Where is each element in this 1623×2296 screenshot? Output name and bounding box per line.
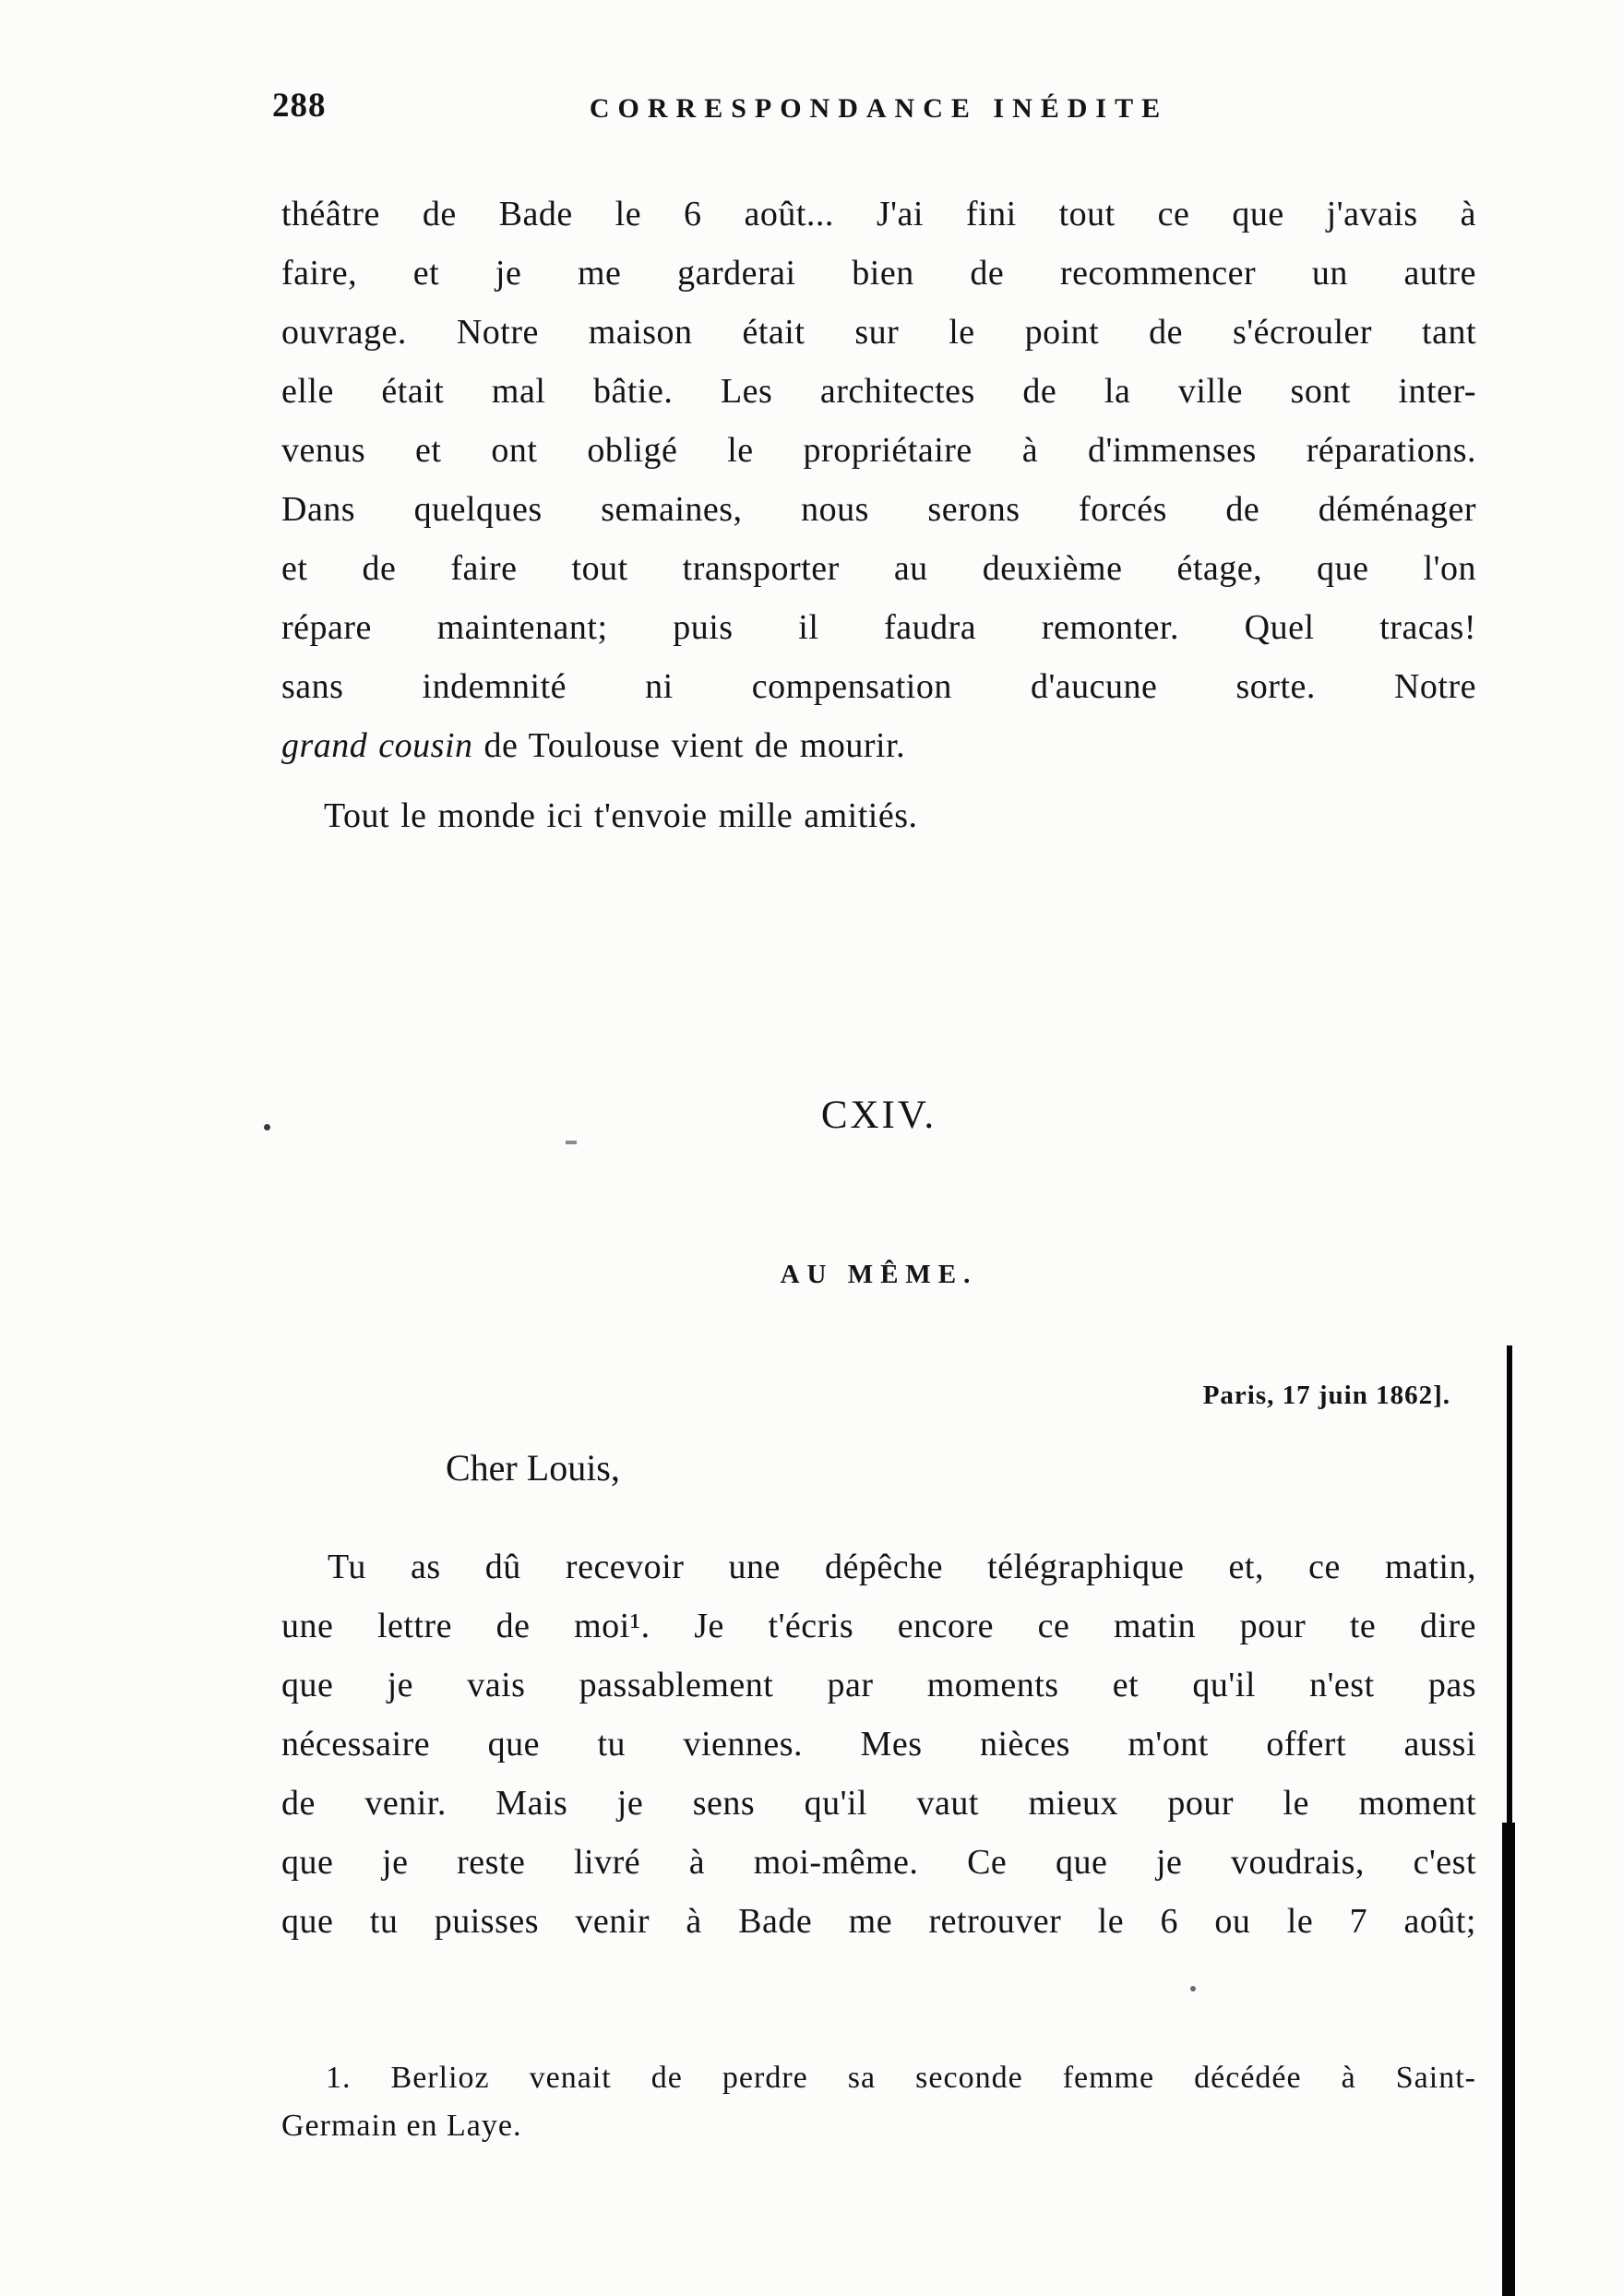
section-heading: CXIV. bbox=[820, 1094, 937, 1137]
text-line: théâtre de Bade le 6 août... J'ai fini tout ce que j'avais à bbox=[281, 195, 1476, 233]
text-line: une lettre de moi¹. Je t'écris encore ce matin pour te dire bbox=[281, 1607, 1476, 1645]
addressee-heading: AU MÊME. bbox=[780, 1260, 978, 1289]
scan-artifact-dash bbox=[566, 1141, 577, 1144]
page-content bbox=[272, 87, 1476, 2150]
letter-lines bbox=[281, 1537, 1476, 1951]
footnote-lines bbox=[281, 2054, 1476, 2150]
dateline: Paris, 17 juin 1862]. bbox=[1202, 1381, 1450, 1410]
text-line: elle était mal bâtie. Les architectes de la ville sont inter- bbox=[281, 372, 1476, 411]
continuation-lines bbox=[281, 185, 1476, 716]
italic-phrase: grand cousin bbox=[281, 726, 473, 765]
continuation-last-line bbox=[281, 716, 1476, 775]
scan-artifact-bar-thick bbox=[1502, 1823, 1515, 2296]
text-line: nécessaire que tu viennes. Mes nièces m'ont offert aussi bbox=[281, 1725, 1476, 1764]
page-header bbox=[272, 87, 1476, 134]
footnote bbox=[281, 2054, 1476, 2150]
scan-artifact-speck bbox=[1190, 1986, 1196, 1991]
closing-line: Tout le monde ici t'envoie mille amitiés. bbox=[324, 796, 918, 835]
text-line: et de faire tout transporter au deuxième étage, que l'on bbox=[281, 549, 1476, 588]
text-line: 1. Berlioz venait de perdre sa seconde femme décédée à Saint- bbox=[326, 2061, 1476, 2095]
letter-body bbox=[281, 1537, 1476, 1951]
text-line: de venir. Mais je sens qu'il vaut mieux pour le moment bbox=[281, 1784, 1476, 1823]
text-line: que je vais passablement par moments et qu'il n'est pas bbox=[281, 1666, 1476, 1704]
scan-artifact-bar-thin bbox=[1507, 1345, 1512, 1830]
text-line: Tu as dû recevoir une dépêche télégraphique et, ce matin, bbox=[328, 1548, 1476, 1586]
running-header-title: CORRESPONDANCE INÉDITE bbox=[589, 93, 1169, 124]
letter-continuation bbox=[281, 185, 1476, 845]
text-line: répare maintenant; puis il faudra remonter. Quel tracas! bbox=[281, 608, 1476, 647]
text-line: sans indemnité ni compensation d'aucune sorte. Notre bbox=[281, 667, 1476, 706]
page-number: 288 bbox=[272, 87, 327, 125]
text-line: Germain en Laye. bbox=[281, 2109, 522, 2143]
text-line: Dans quelques semaines, nous serons forcés de déménager bbox=[281, 490, 1476, 529]
text-line: que tu puisses venir à Bade me retrouver le 6 ou le 7 août; bbox=[281, 1902, 1476, 1941]
text-line: faire, et je me garderai bien de recommencer un autre bbox=[281, 254, 1476, 293]
text-line: que je reste livré à moi-même. Ce que je voudrais, c'est bbox=[281, 1843, 1476, 1882]
salutation: Cher Louis, bbox=[446, 1447, 620, 1489]
text-line: venus et ont obligé le propriétaire à d'immenses réparations. bbox=[281, 431, 1476, 470]
text-line: ouvrage. Notre maison était sur le point de s'écrouler tant bbox=[281, 313, 1476, 352]
scan-artifact-dot bbox=[264, 1124, 270, 1130]
last-line-text: de Toulouse vient de mourir. bbox=[472, 726, 906, 765]
